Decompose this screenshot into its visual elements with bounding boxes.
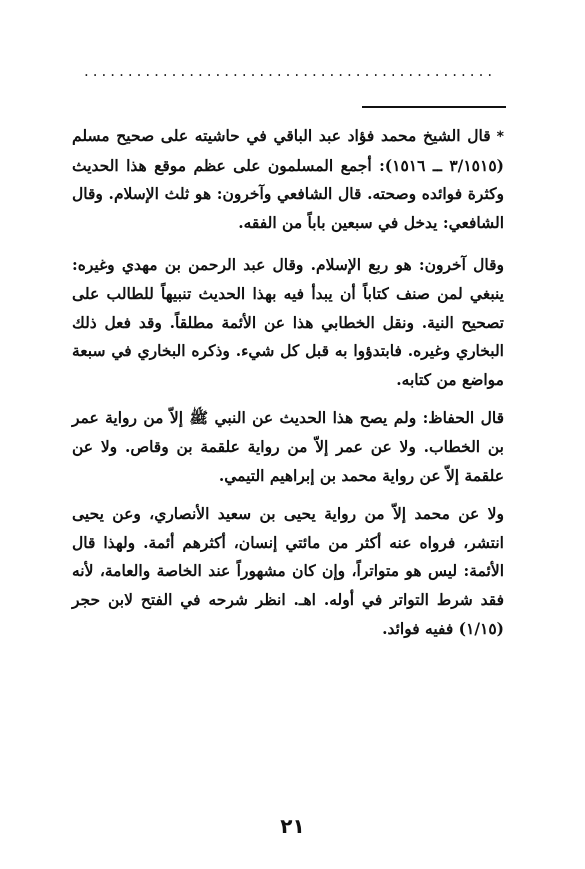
footnote-paragraph-2: وقال آخرون: هو ربع الإسلام. وقال عبد الرحمن بن مهدي وغيره: ينبغي لمن صنف كتاباً أن يبدأ فيه بهذا الحديث تنبيهاً للطالب على تصحيح النية. ونقل الخطابي هذا عن الأئمة مطلقاً. وقد فعل ذلك البخاري وغيره. فابتدؤوا به قبل كل شيء. وذكره البخاري في سبعة مواضع من كتابه. <box>72 255 504 389</box>
paragraph-1-text: قال الشيخ محمد فؤاد عبد الباقي في حاشيته على صحيح مسلم (٣/١٥١٥ ــ ١٥١٦): أجمع المسلمون على عظم موقع هذا الحديث وكثرة فوائده وصحته. قال الشافعي وآخرون: هو ثلث الإسلام. وقال الشافعي: يدخل في سبعين باباً من الفقه. <box>72 126 504 232</box>
footnote-star-marker: * <box>496 129 504 145</box>
dotted-separator: ............................................... <box>84 62 497 80</box>
footnote-paragraph-3: قال الحفاظ: ولم يصح هذا الحديث عن النبي ﷺ إلاّ من رواية عمر بن الخطاب. ولا عن عمر إلاّ من رواية علقمة بن وقاص. ولا عن علقمة إلاّ عن رواية محمد بن إبراهيم التيمي. <box>72 408 504 485</box>
page-number: ٢١ <box>280 814 305 838</box>
footnote-paragraph-1 <box>72 122 504 237</box>
footnote-text <box>72 122 504 653</box>
footnote-rule <box>362 106 506 108</box>
footnote-paragraph-4: ولا عن محمد إلاّ من رواية يحيى بن سعيد الأنصاري، وعن يحيى انتشر، فرواه عنه أكثر من مائتي إنسان، أكثرهم أئمة. ولهذا قال الأئمة: ليس هو متواتراً، وإن كان مشهوراً عند الخاصة والعامة، لأنه فقد شرط التواتر في أوله. اهـ. انظر شرحه في الفتح لابن حجر (١/١٥) ففيه فوائد. <box>72 504 504 638</box>
